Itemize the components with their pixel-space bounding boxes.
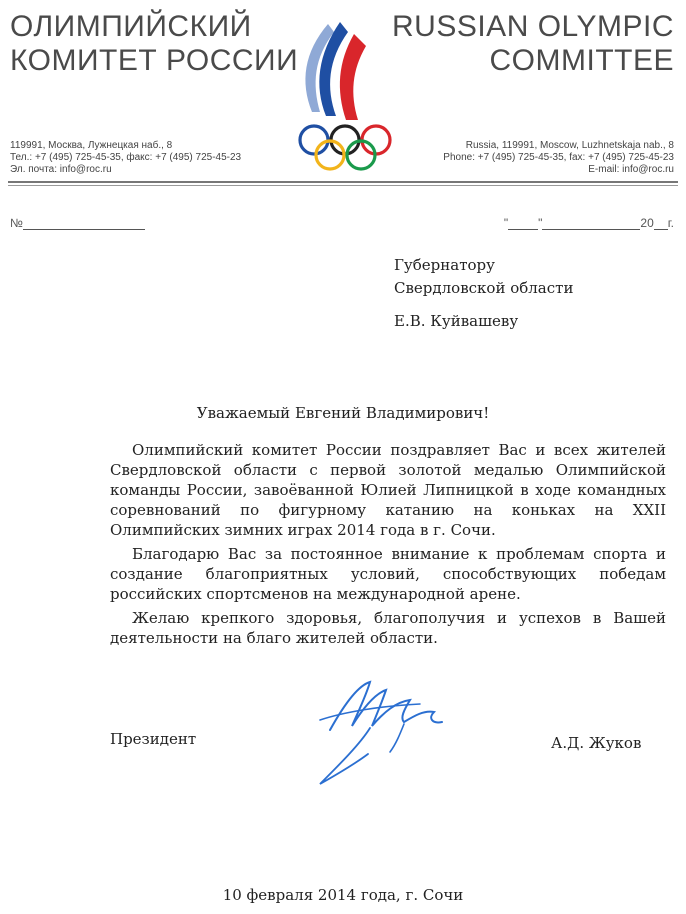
number-blank (23, 218, 145, 230)
addressee-block (394, 254, 573, 300)
org-name-ru (10, 10, 298, 78)
org-name-en (392, 10, 674, 78)
number-label: № (10, 216, 23, 230)
contact-ru-email: Эл. почта: info@roc.ru (10, 164, 112, 175)
org-name-ru-line1: ОЛИМПИЙСКИЙ (10, 10, 252, 43)
addressee-title: Губернатору (394, 256, 495, 274)
paragraph: Благодарю Вас за постоянное внимание к проблемам спорта и создание благоприятных условий, способствующих победам российских спортсменов на международной арене. (110, 545, 666, 603)
addressee-region: Свердловской области (394, 279, 574, 297)
date-open-quote: " (503, 216, 509, 230)
document-number-line (10, 216, 145, 230)
paragraph: Желаю крепкого здоровья, благополучия и успехов в Вашей деятельности на благо жителей области. (110, 609, 666, 647)
addressee-name: Е.В. Куйвашеву (394, 312, 519, 330)
contact-ru (10, 140, 241, 176)
header-divider-thin (8, 185, 678, 186)
year-prefix: 20 (640, 216, 654, 230)
header-divider-thick (8, 181, 678, 183)
signer-name: А.Д. Жуков (551, 734, 642, 752)
year-suffix: г. (667, 216, 674, 230)
contact-ru-address: 119991, Москва, Лужнецкая наб., 8 (10, 140, 173, 151)
org-name-ru-line2: КОМИТЕТ РОССИИ (10, 44, 299, 77)
paragraph: Олимпийский комитет России поздравляет Вас и всех жителей Свердловской области с первой золотой медалью Олимпийской команды России, завоёванной Юлией Липницкой в ходе командных соревнований по фигурному катанию на коньках на XXII Олимпийских зимних играх 2014 года в г. Сочи. (110, 441, 666, 539)
year-blank (654, 218, 668, 230)
day-blank (508, 218, 538, 230)
olympic-committee-logo-icon (290, 12, 400, 174)
footer-date-place: 10 февраля 2014 года, г. Сочи (222, 886, 464, 904)
letter-body (110, 440, 666, 652)
contact-en (443, 140, 674, 176)
contact-en-email: E-mail: info@roc.ru (588, 164, 674, 175)
contact-ru-phone: Тел.: +7 (495) 725-45-35, факс: +7 (495) 725-45-23 (10, 152, 242, 163)
contact-en-address: Russia, 119991, Moscow, Luzhnetskaja nab., 8 (465, 140, 674, 151)
handwritten-signature-icon (300, 672, 470, 792)
org-name-en-line1: RUSSIAN OLYMPIC (392, 10, 674, 43)
date-close-quote: " (538, 216, 543, 230)
org-name-en-line2: COMMITTEE (489, 44, 674, 77)
document-date-line (504, 216, 674, 230)
contact-en-phone: Phone: +7 (495) 725-45-35, fax: +7 (495) 725-45-23 (443, 152, 674, 163)
month-blank (542, 218, 640, 230)
greeting: Уважаемый Евгений Владимирович! (196, 404, 490, 422)
signer-role: Президент (110, 730, 197, 748)
